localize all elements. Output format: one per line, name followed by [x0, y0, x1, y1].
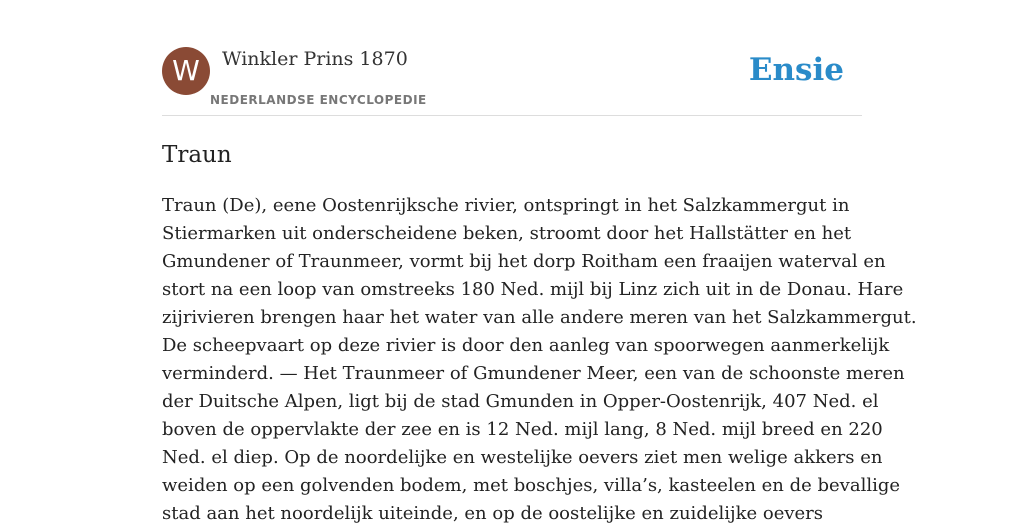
article-line: Ned. el diep. Op de noordelijke en westelijke oevers ziet men welige akkers en: [162, 447, 883, 468]
article-line: stort na een loop van omstreeks 180 Ned. mijl bij Linz zich uit in de Donau. Hare: [162, 279, 904, 300]
header: [162, 47, 862, 115]
article-line: Gmundener of Traunmeer, vormt bij het dorp Roitham een fraaijen waterval en: [162, 251, 886, 272]
article-title: Traun: [162, 142, 232, 168]
article-line: Stiermarken uit onderscheidene beken, stroomt door het Hallstätter en het: [162, 223, 852, 244]
article-line: verminderd. — Het Traunmeer of Gmundener Meer, een van de schoonste meren: [162, 363, 905, 384]
source-title[interactable]: Winkler Prins 1870: [222, 48, 408, 70]
article-line: der Duitsche Alpen, ligt bij de stad Gmunden in Opper-Oostenrijk, 407 Ned. el: [162, 391, 879, 412]
divider: [162, 115, 862, 116]
article-line: Traun (De), eene Oostenrijksche rivier, ontspringt in het Salzkammergut in: [162, 195, 850, 216]
article-line: weiden op een golvenden bodem, met boschjes, villa’s, kasteelen en de bevallige: [162, 475, 901, 496]
brand-logo[interactable]: Ensie: [748, 52, 844, 88]
avatar[interactable]: W: [162, 47, 210, 95]
source-subtitle: NEDERLANDSE ENCYCLOPEDIE: [210, 93, 427, 107]
article-line: De scheepvaart op deze rivier is door den aanleg van spoorwegen aanmerkelijk: [162, 335, 890, 356]
article-line: stad aan het noordelijk uiteinde, en op de oostelijke en zuidelijke oevers: [162, 503, 824, 524]
article-body: [162, 192, 917, 528]
article-line: boven de oppervlakte der zee en is 12 Ned. mijl lang, 8 Ned. mijl breed en 220: [162, 419, 883, 440]
article-line: zijrivieren brengen haar het water van alle andere meren van het Salzkammergut.: [162, 307, 917, 328]
